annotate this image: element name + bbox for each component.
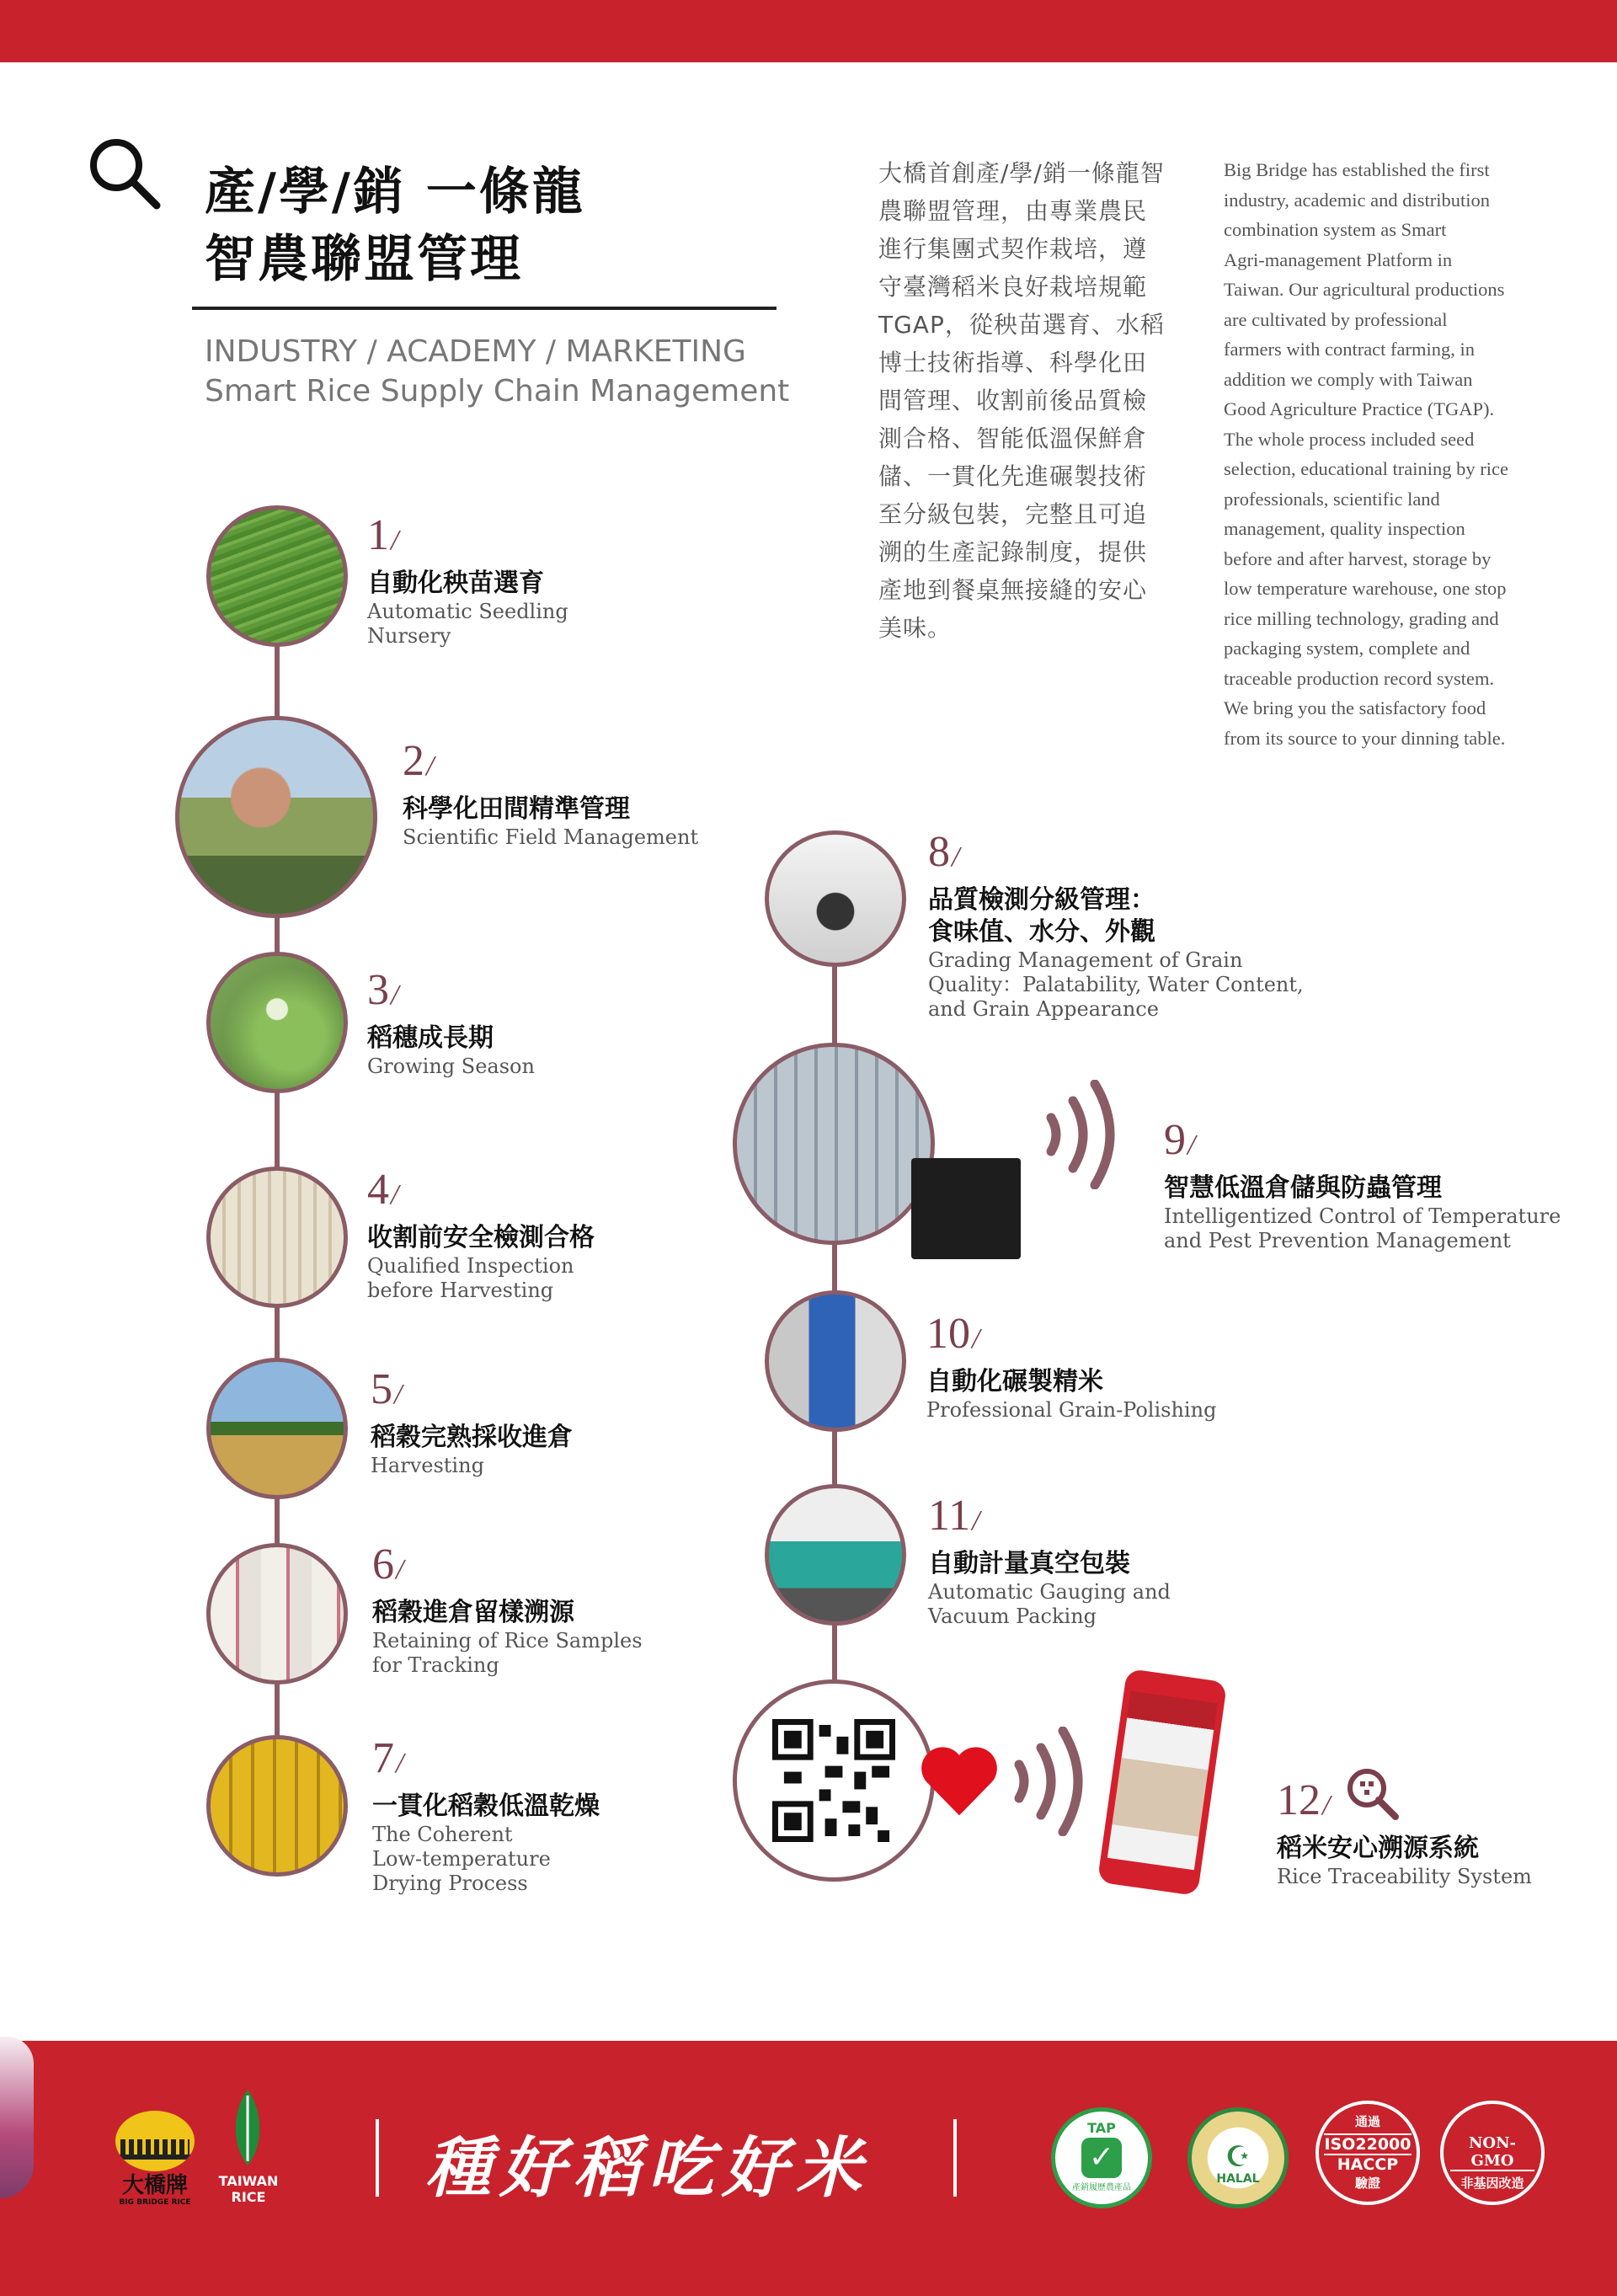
step-1-photo-seedlings [206, 505, 348, 647]
subtitle-line-1: INDUSTRY / ACADEMY / MARKETING [205, 334, 746, 369]
step-title-en: Automatic Seedling [367, 600, 568, 623]
subtitle-line-2: Smart Rice Supply Chain Management [205, 374, 790, 408]
page-title [205, 158, 585, 293]
step-slash: / [391, 980, 399, 1011]
step-slash: / [972, 1505, 980, 1536]
intro-zh-line: 守臺灣稻米良好栽培規範 [878, 273, 1148, 301]
step-3 [367, 967, 839, 1079]
step-number: 8 [928, 828, 950, 876]
slogan: 種好稻吃好米 [425, 2130, 871, 2207]
step-slash: / [426, 750, 435, 782]
tap-badge [1051, 2107, 1152, 2208]
iso-haccp-badge [1315, 2101, 1420, 2205]
intro-zh-line: 測合格、智能低溫保鮮倉 [878, 424, 1148, 452]
step-title-zh: 收割前安全檢測合格 [367, 1223, 595, 1252]
intro-en-line: farmers with contract farming, in [1224, 339, 1476, 360]
brand-name-zh: 大橋牌 [121, 2173, 188, 2198]
taiwan-rice-label: TAIWAN [218, 2173, 279, 2189]
step-12 [1277, 1777, 1597, 1889]
iso-badge-top: 通過 [1354, 2114, 1380, 2129]
heart-icon [920, 1745, 999, 1818]
intro-en-line: addition we comply with Taiwan [1224, 368, 1473, 390]
intro-en-line: We bring you the satisfactory food [1224, 697, 1486, 718]
intro-zh-line: TGAP，從秧苗選育、水稻 [878, 311, 1165, 339]
step-slash: / [1322, 1790, 1331, 1821]
checkmark-icon: ✓ [1081, 2138, 1122, 2178]
intro-zh-line: 間管理、收割前後品質檢 [878, 387, 1148, 414]
intro-en-line: The whole process included seed [1224, 428, 1475, 450]
step-title-zh: 自動化秧苗選育 [367, 569, 544, 598]
step-slash: / [391, 1179, 399, 1210]
intro-en-line: are cultivated by professional [1224, 308, 1448, 330]
step-title-en: Harvesting [371, 1454, 484, 1477]
step-8-photo-tester [765, 830, 906, 967]
step-title-en: Rice Traceability System [1277, 1865, 1532, 1888]
step-number: 2 [403, 737, 424, 785]
non-gmo-line1: NON-GMO [1450, 2134, 1534, 2171]
step-3-photo-rice-ear [206, 952, 348, 1093]
step-title-zh: 稻穀進倉留樣溯源 [372, 1598, 574, 1627]
non-gmo-badge [1440, 2101, 1545, 2205]
footer-divider [376, 2119, 379, 2197]
intro-zh-line: 大橋首創產/學/銷一條龍智 [878, 159, 1165, 187]
step-7 [372, 1735, 844, 1896]
intro-zh-line: 儲、一貫化先進碾製技術 [878, 462, 1148, 490]
step-title-zh: 一貫化稻穀低溫乾燥 [372, 1791, 600, 1821]
intro-en-line: management, quality inspection [1224, 518, 1465, 539]
halal-badge [1187, 2107, 1289, 2208]
intro-en-line: industry, academic and distribution [1224, 189, 1490, 211]
halal-script-icon: ☪ [1225, 2140, 1251, 2174]
intro-en-line: low temperature warehouse, one stop [1224, 578, 1507, 599]
step-6-photo-sacks [206, 1543, 348, 1685]
signal-waves-icon [1043, 1080, 1118, 1189]
step-6 [372, 1541, 844, 1678]
intro-zh-line: 美味。 [878, 614, 953, 642]
intro-en-line: Good Agriculture Practice (TGAP). [1224, 398, 1495, 419]
iso-badge-line1: ISO22000 [1324, 2135, 1412, 2154]
intro-en-line: professionals, scientific land [1224, 488, 1440, 510]
step-title-en: Scientific Field Management [403, 825, 699, 849]
step-2-photo-farmer [175, 716, 377, 918]
step-title-en: Qualified Inspection [367, 1254, 574, 1278]
intro-zh-line: 農聯盟管理，由專業農民 [878, 197, 1148, 225]
intro-en-line: traceable production record system. [1224, 667, 1495, 689]
bridge-logo-icon [115, 2111, 195, 2171]
intro-en-line: from its source to your dinning table. [1224, 727, 1506, 749]
intro-en-line: Agri-management Platform in [1224, 248, 1453, 270]
iso-badge-line2: HACCP [1337, 2155, 1399, 2174]
step-number: 6 [372, 1540, 394, 1589]
step-title-en: and Grain Appearance [928, 997, 1159, 1021]
intro-en-line: packaging system, complete and [1224, 638, 1470, 659]
step-title-en: Quality：Palatability, Water Content, [928, 973, 1304, 996]
signal-waves-icon [1011, 1727, 1086, 1836]
step-title-en: The Coherent [372, 1823, 513, 1846]
step-number: 11 [928, 1492, 971, 1540]
step-title-zh: 科學化田間精準管理 [403, 794, 630, 824]
step-number: 12 [1277, 1776, 1321, 1824]
brand-logo [111, 2111, 199, 2220]
step-title-en: Automatic Gauging and [928, 1580, 1171, 1604]
intro-en-line: before and after harvest, storage by [1224, 547, 1492, 569]
intro-en-line: combination system as Smart [1224, 219, 1447, 240]
intro-zh-line: 進行集團式契作栽培，遵 [878, 235, 1148, 263]
step-9 [1164, 1117, 1602, 1253]
intro-chinese [878, 154, 1183, 647]
intro-zh-line: 至分級包裝，完整且可追 [878, 500, 1148, 528]
step-11 [928, 1492, 1400, 1629]
intro-en-line: Big Bridge has established the first [1224, 159, 1490, 180]
step-title-zh: 食味值、水分、外觀 [928, 917, 1155, 947]
intro-zh-line: 溯的生產記錄制度，提供 [878, 538, 1148, 566]
step-title-zh: 稻米安心溯源系統 [1277, 1834, 1479, 1863]
step-7-photo-dryer [206, 1735, 348, 1877]
page-subtitle [205, 332, 789, 411]
step-title-en: and Pest Prevention Management [1164, 1229, 1511, 1252]
step-number: 10 [926, 1310, 970, 1358]
step-title-en: Nursery [367, 624, 451, 648]
step-1 [367, 512, 839, 649]
intro-en-line: Taiwan. Our agricultural productions [1224, 279, 1505, 300]
step-title-en: Drying Process [372, 1872, 528, 1895]
step-title-en: for Tracking [372, 1653, 499, 1677]
step-title-zh: 品質檢測分級管理： [928, 885, 1155, 915]
rice-grain-icon [222, 2085, 273, 2170]
step-4 [367, 1167, 839, 1303]
step-slash: / [1187, 1129, 1196, 1161]
step-title-zh: 智慧低溫倉儲與防蟲管理 [1164, 1173, 1442, 1203]
step-slash: / [391, 525, 399, 556]
step-title-en: Retaining of Rice Samples [372, 1629, 643, 1653]
step-5-photo-harvester [206, 1358, 348, 1499]
step-title-zh: 稻穀完熟採收進倉 [371, 1423, 573, 1452]
step-number: 1 [367, 511, 389, 559]
tap-badge-label: TAP [1087, 2120, 1116, 2136]
step-title-zh: 自動化碾製精米 [926, 1367, 1103, 1396]
iso-badge-bottom: 驗證 [1354, 2176, 1380, 2191]
step-10 [926, 1311, 1398, 1423]
intro-zh-line: 博士技術指導、科學化田 [878, 349, 1148, 376]
step-5 [371, 1366, 842, 1478]
step-slash: / [952, 841, 960, 873]
rice-bag-edge [0, 2037, 34, 2198]
step-title-zh: 稻穗成長期 [367, 1023, 494, 1053]
intro-english [1224, 155, 1544, 753]
step-title-en: Intelligentized Control of Temperature [1164, 1204, 1561, 1228]
step-title-zh: 自動計量真空包裝 [928, 1549, 1130, 1578]
step-slash: / [394, 1379, 403, 1410]
step-2 [403, 738, 874, 850]
intro-zh-line: 產地到餐桌無接縫的安心 [878, 576, 1148, 604]
step-title-en: Growing Season [367, 1055, 535, 1078]
brand-name-en: BIG BRIDGE RICE [119, 2198, 191, 2207]
step-number: 9 [1164, 1116, 1186, 1164]
title-line-2: 智農聯盟管理 [205, 230, 523, 289]
taiwan-rice-logo [212, 2085, 285, 2229]
storage-bin-icon [911, 1158, 1021, 1259]
smartphone-icon [1097, 1669, 1227, 1896]
footer-divider [953, 2119, 957, 2197]
search-icon [86, 135, 162, 211]
step-slash: / [972, 1323, 980, 1354]
step-number: 5 [371, 1365, 392, 1413]
title-line-1: 產/學/銷 一條龍 [205, 163, 585, 222]
tap-badge-sub: 產銷履歷農產品 [1072, 2183, 1131, 2192]
title-divider [192, 307, 776, 310]
step-number: 4 [367, 1166, 389, 1214]
step-4-photo-lab [206, 1167, 348, 1308]
step-title-en: Vacuum Packing [928, 1605, 1097, 1628]
intro-en-line: rice milling technology, grading and [1224, 607, 1499, 629]
step-slash: / [396, 1554, 404, 1585]
taiwan-rice-label: RICE [231, 2189, 266, 2205]
non-gmo-line2: 非基因改造 [1460, 2176, 1524, 2191]
intro-en-line: selection, educational training by rice [1224, 458, 1508, 479]
halal-badge-label: HALAL [1216, 2172, 1260, 2186]
step-title-en: before Harvesting [367, 1279, 554, 1302]
step-number: 7 [372, 1734, 394, 1782]
top-banner [0, 0, 1617, 62]
step-8 [928, 829, 1366, 1022]
step-title-en: Low-temperature [372, 1847, 551, 1871]
step-title-en: Professional Grain-Polishing [926, 1398, 1217, 1422]
step-number: 3 [367, 966, 389, 1014]
step-title-en: Grading Management of Grain [928, 948, 1243, 972]
step-slash: / [396, 1748, 404, 1779]
